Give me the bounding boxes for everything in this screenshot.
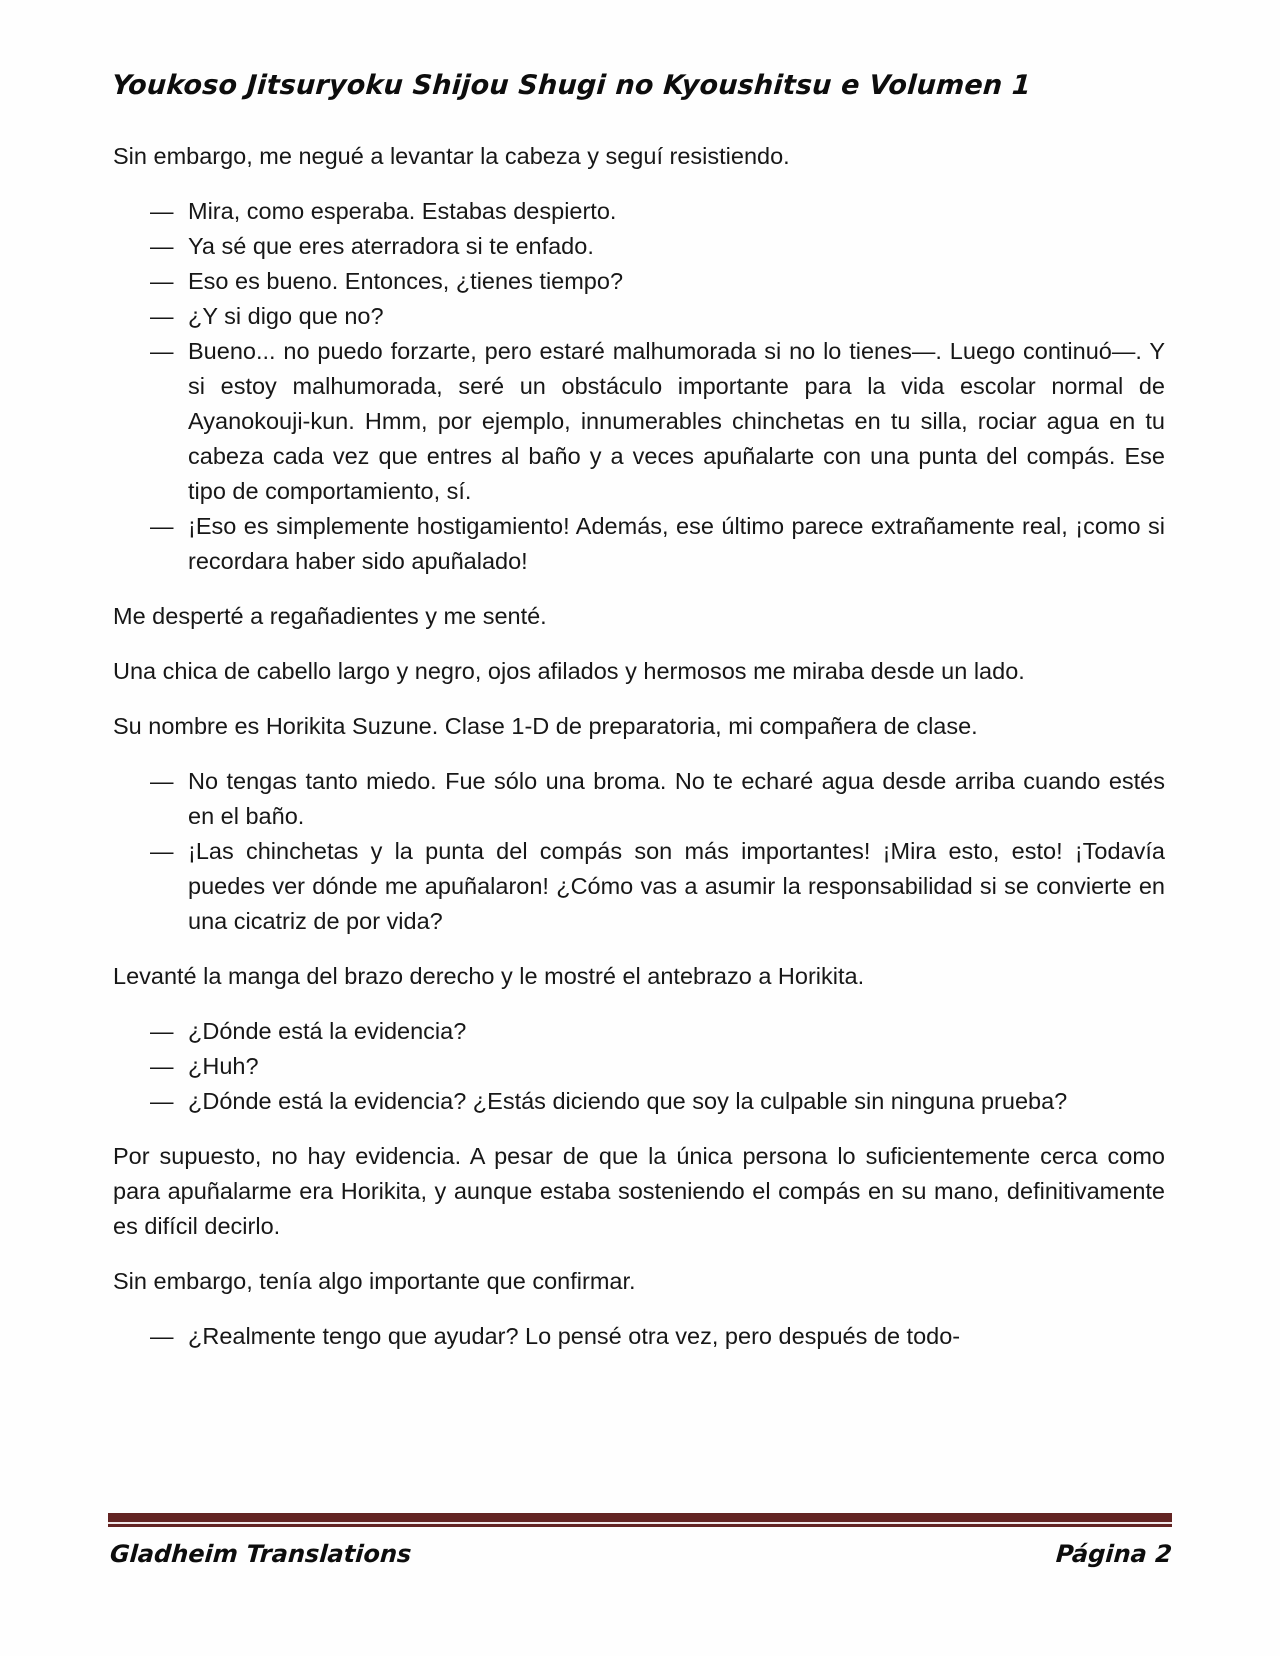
footer-translator-credit: Gladheim Translations [109, 1540, 413, 1568]
dialogue-text: Ya sé que eres aterradora si te enfado. [188, 233, 594, 259]
dialogue-line [150, 194, 1165, 229]
dialogue-text: ¿Dónde está la evidencia? ¿Estás diciendo que soy la culpable sin ninguna prueba? [188, 1088, 1068, 1114]
dialogue-line [150, 1014, 1165, 1049]
footer-page-number: Página 2 [1055, 1540, 1173, 1568]
em-dash: — [150, 513, 174, 539]
dialogue-text: Mira, como esperaba. Estabas despierto. [188, 198, 617, 224]
dialogue-block [113, 1014, 1165, 1119]
dialogue-text: ¿Dónde está la evidencia? [188, 1018, 467, 1044]
em-dash: — [150, 1088, 174, 1114]
dialogue-line [150, 1319, 1165, 1354]
dialogue-text: ¡Las chinchetas y la punta del compás son más importantes! ¡Mira esto, esto! ¡Todavía puedes ver dónde me apuñalaron! ¿Cómo vas a asumir la responsabilidad si se convierte en una cicatriz de por vida? [188, 838, 1165, 934]
em-dash: — [150, 233, 174, 259]
paragraph: Me desperté a regañadientes y me senté. [113, 603, 547, 629]
page-body [113, 139, 1165, 1374]
page-header-title: Youkoso Jitsuryoku Shijou Shugi no Kyoushitsu e Volumen 1 [110, 70, 1033, 101]
paragraph: Por supuesto, no hay evidencia. A pesar de que la única persona lo suficientemente cerca como para apuñalarme era Horikita, y aunque estaba sosteniendo el compás en su mano, definitivamente es difícil decirlo. [113, 1143, 1165, 1239]
dialogue-line [150, 834, 1165, 939]
em-dash: — [150, 1018, 174, 1044]
dialogue-block [113, 764, 1165, 939]
em-dash: — [150, 1323, 174, 1349]
em-dash: — [150, 1053, 174, 1079]
em-dash: — [150, 768, 174, 794]
em-dash: — [150, 198, 174, 224]
em-dash: — [150, 268, 174, 294]
dialogue-text: ¿Huh? [188, 1053, 259, 1079]
dialogue-text: Eso es bueno. Entonces, ¿tienes tiempo? [188, 268, 624, 294]
dialogue-block [113, 194, 1165, 579]
dialogue-line [150, 1084, 1165, 1119]
dialogue-text: ¿Realmente tengo que ayudar? Lo pensé otra vez, pero después de todo- [188, 1323, 961, 1349]
paragraph: Una chica de cabello largo y negro, ojos afilados y hermosos me miraba desde un lado. [113, 658, 1025, 684]
dialogue-text: ¿Y si digo que no? [188, 303, 384, 329]
paragraph: Levanté la manga del brazo derecho y le mostré el antebrazo a Horikita. [113, 963, 865, 989]
dialogue-line [150, 299, 1165, 334]
dialogue-line [150, 764, 1165, 834]
em-dash: — [150, 338, 174, 364]
dialogue-line [150, 229, 1165, 264]
page-footer [110, 1540, 1172, 1568]
dialogue-text: ¡Eso es simplemente hostigamiento! Además, ese último parece extrañamente real, ¡como si recordara haber sido apuñalado! [188, 513, 1165, 574]
paragraph: Su nombre es Horikita Suzune. Clase 1-D de preparatoria, mi compañera de clase. [113, 713, 978, 739]
dialogue-line [150, 1049, 1165, 1084]
em-dash: — [150, 838, 174, 864]
footer-divider-rule [108, 1513, 1172, 1527]
paragraph: Sin embargo, me negué a levantar la cabeza y seguí resistiendo. [113, 143, 790, 169]
em-dash: — [150, 303, 174, 329]
paragraph: Sin embargo, tenía algo importante que confirmar. [113, 1268, 636, 1294]
dialogue-line [150, 509, 1165, 579]
dialogue-block [113, 1319, 1165, 1354]
dialogue-line [150, 334, 1165, 509]
dialogue-line [150, 264, 1165, 299]
dialogue-text: Bueno... no puedo forzarte, pero estaré malhumorada si no lo tienes—. Luego continuó—. Y si estoy malhumorada, seré un obstáculo importante para la vida escolar normal de Ayanokouji-kun. Hmm, por ejemplo, innumerables chinchetas en tu silla, rociar agua en tu cabeza cada vez que entres al baño y a veces apuñalarte con una punta del compás. Ese tipo de comportamiento, sí. [188, 338, 1165, 504]
dialogue-text: No tengas tanto miedo. Fue sólo una broma. No te echaré agua desde arriba cuando estés en el baño. [188, 768, 1165, 829]
